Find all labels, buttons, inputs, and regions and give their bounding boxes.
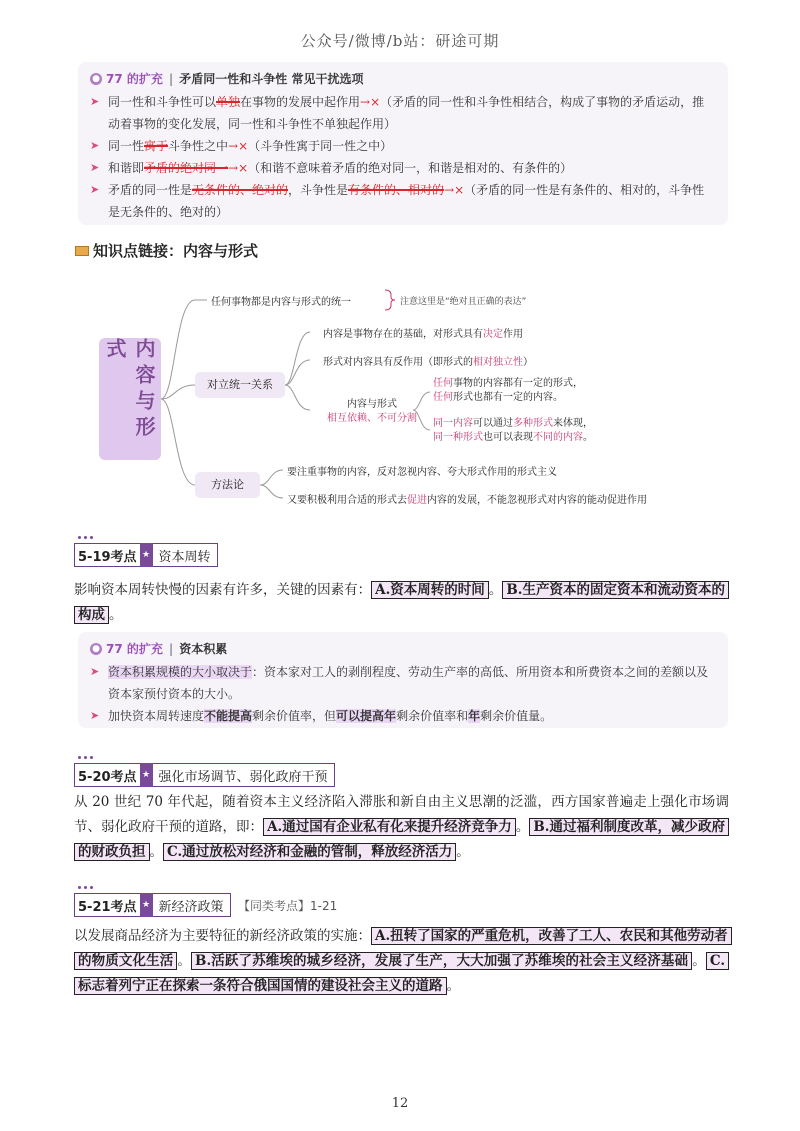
- mind-map-root: 内容与形式: [99, 338, 161, 460]
- book-icon: [75, 246, 89, 256]
- page-header: 公众号/微博/b站：研途可期: [300, 32, 500, 50]
- highlight-text: 任何: [433, 392, 453, 403]
- node-text: 事物的内容都有一定的形式，: [453, 378, 583, 389]
- highlight-text: 相互依赖、不可分割: [327, 413, 417, 424]
- bullet-arrow-icon: ➤: [90, 161, 100, 174]
- para-text: 。: [446, 978, 460, 994]
- expansion-box-capital: [78, 632, 728, 728]
- para-text: 。: [692, 953, 706, 969]
- mind-map-node: 要注重事物的内容，反对忽视内容、夸大形式作用的形式主义: [287, 467, 557, 478]
- para-text: 。: [149, 844, 163, 860]
- item-note: （和谐不意味着矛盾的绝对同一，和谐是相对的、有条件的）: [248, 161, 573, 175]
- item-note: （矛盾的同一性和斗争性相结合，构成了事物的矛盾运动，推动着事物的变化发展，同一性和斗争性不单独起作用）: [108, 95, 705, 131]
- struck-text: 单独: [216, 95, 241, 109]
- answer-option: B.通过福利制度改革，减少政府的财政负担: [74, 818, 729, 861]
- highlight-text: 多种形式: [513, 418, 553, 429]
- highlight-text: 可以提高年: [336, 709, 397, 723]
- bullet-arrow-icon: ➤: [90, 183, 100, 196]
- highlight-text: 促进: [407, 495, 427, 506]
- item-text: 同一性: [108, 139, 145, 153]
- mind-map-node: [327, 398, 417, 426]
- para-text: 。: [488, 582, 503, 598]
- expansion-title: 矛盾同一性和斗争性 常见干扰选项: [179, 72, 364, 86]
- star-icon: ★: [140, 763, 153, 787]
- mind-map-node: [323, 325, 523, 340]
- answer-option: A.通过国有企业私有化来提升经济竞争力: [263, 818, 516, 836]
- title-separator: |: [168, 641, 174, 656]
- kaodian-label-5-20: [74, 763, 335, 787]
- mind-map-node: [323, 353, 533, 368]
- item-text: 在事物的发展中起作用: [240, 95, 361, 109]
- list-item: [90, 179, 716, 223]
- same-type-note: 【同类考点】1-21: [238, 899, 338, 913]
- para-text: 从 20 世纪 70 年代起，随着资本主义经济陷入滞胀和新自由主义思潮的泛滥，西方国家普遍走上强化市场调节、弱化政府干预的道路，即：: [74, 794, 729, 835]
- expansion-title-row: [90, 640, 716, 657]
- para-text: 。: [109, 607, 123, 623]
- item-text: 和谐即: [108, 161, 145, 175]
- item-text: ：资本家对工人的剥削程度、劳动生产率的高低、所用资本和所费资本之间的差额以及资本家预付资本的大小。: [108, 665, 709, 701]
- list-item: [90, 705, 716, 727]
- paragraph-5-20: [74, 790, 729, 865]
- mind-map-leaf: [433, 417, 593, 445]
- struck-text: 矛盾的绝对同一: [144, 161, 229, 175]
- para-text: 。: [515, 819, 530, 835]
- wrong-mark: →×: [228, 139, 249, 153]
- kaodian-number: 5-20考点: [74, 763, 140, 787]
- star-icon: ★: [140, 893, 153, 917]
- item-text: 剩余价值量。: [480, 709, 553, 723]
- paragraph-5-19: [74, 578, 729, 628]
- item-text: 剩余价值率，但: [252, 709, 337, 723]
- connector-line: [161, 399, 195, 485]
- node-text: 形式也都有一定的内容。: [453, 392, 563, 403]
- highlight-text: 资本积累规模的大小取决于: [108, 665, 253, 679]
- expansion-box-contradiction: [78, 62, 728, 225]
- lightbulb-icon: ●: [90, 643, 102, 655]
- decor-dots: [78, 756, 93, 759]
- wrong-mark: →×: [444, 183, 465, 197]
- item-text: 剩余价值率和: [396, 709, 469, 723]
- answer-option: C.标志着列宁正在探索一条符合俄国国情的建设社会主义的道路: [74, 952, 729, 995]
- node-text: 。: [583, 432, 593, 443]
- mind-map-note: 注意这里是“绝对且正确的表达”: [400, 297, 527, 307]
- bullet-arrow-icon: ➤: [90, 139, 100, 152]
- node-text: 内容的发展，不能忽视形式对内容的能动促进作用: [427, 495, 647, 506]
- mind-map-leaf: [433, 377, 583, 405]
- bullet-arrow-icon: ➤: [90, 709, 100, 722]
- bullet-arrow-icon: ➤: [90, 665, 100, 678]
- item-text: 斗争性之中: [168, 139, 229, 153]
- answer-option: C.通过放松对经济和金融的管制，释放经济活力: [163, 843, 456, 861]
- para-text: 影响资本周转快慢的因素有许多，关键的因素有：: [74, 582, 372, 598]
- highlight-text: 不同的内容: [533, 432, 583, 443]
- answer-option: B.活跃了苏维埃的城乡经济，发展了生产，大大加强了苏维埃的社会主义经济基础: [191, 952, 692, 970]
- kaodian-label-5-19: [74, 543, 218, 567]
- node-text: 也可以表现: [483, 432, 533, 443]
- item-text: 矛盾的同一性是: [108, 183, 193, 197]
- expansion-title-row: [90, 70, 716, 87]
- item-note: （斗争性寓于同一性之中）: [248, 139, 393, 153]
- list-item: [90, 91, 716, 135]
- mind-map-branch: 对立统一关系: [195, 372, 285, 398]
- item-text: 同一性和斗争性可以: [108, 95, 217, 109]
- item-text: 加快资本周转速度: [108, 709, 205, 723]
- highlight-text: 任何: [433, 378, 453, 389]
- page-number: 12: [391, 1096, 409, 1111]
- connector-line: [285, 332, 310, 385]
- lightbulb-icon: ●: [90, 73, 102, 85]
- node-text: ）: [523, 357, 533, 368]
- expansion-title: 资本积累: [179, 642, 228, 656]
- highlight-text: 年: [468, 709, 481, 723]
- kaodian-label-5-21: [74, 893, 231, 917]
- item-note: （矛盾的同一性是有条件的、相对的，斗争性是无条件的、绝对的）: [108, 183, 705, 219]
- answer-option: A.扭转了国家的严重危机，改善了工人、农民和其他劳动者的物质文化生活: [74, 927, 732, 970]
- expansion-badge: 77 的扩充: [106, 72, 163, 86]
- struck-text: 有条件的、相对的: [348, 183, 445, 197]
- wrong-mark: →×: [360, 95, 381, 109]
- item-text: ，斗争性是: [288, 183, 349, 197]
- node-text: 可以通过: [473, 418, 513, 429]
- highlight-text: 不能提高: [204, 709, 253, 723]
- mind-map-node: 任何事物都是内容与形式的统一: [211, 297, 351, 308]
- answer-option: B.生产资本的固定资本和流动资本的构成: [74, 581, 729, 624]
- kaodian-number: 5-19考点: [74, 543, 140, 567]
- kaodian-name: 强化市场调节、弱化政府干预: [153, 763, 335, 787]
- mind-map-node: [287, 491, 647, 506]
- star-icon: ★: [140, 543, 153, 567]
- bullet-arrow-icon: ➤: [90, 95, 100, 108]
- kaodian-name: 资本周转: [153, 543, 218, 567]
- node-text: 内容与形式: [347, 399, 397, 410]
- para-text: 。: [177, 953, 192, 969]
- highlight-text: 决定: [483, 329, 503, 340]
- connector-line: [161, 385, 195, 399]
- expansion-badge: 77 的扩充: [106, 642, 163, 656]
- connector-line: [285, 385, 310, 410]
- connector-line: [260, 485, 283, 498]
- connector-line: [260, 470, 283, 485]
- para-text: 以发展商品经济为主要特征的新经济政策的实施：: [74, 928, 371, 944]
- decor-dots: [78, 886, 93, 889]
- wrong-mark: →×: [228, 161, 249, 175]
- title-separator: |: [168, 71, 174, 86]
- knowledge-link-text: 知识点链接：内容与形式: [93, 242, 259, 260]
- node-text: 又要积极利用合适的形式去: [287, 495, 407, 506]
- highlight-text: 同一内容: [433, 418, 473, 429]
- para-text: 。: [456, 844, 470, 860]
- brace-icon: [385, 290, 395, 310]
- paragraph-5-21: [74, 924, 729, 999]
- node-text: 作用: [503, 329, 523, 340]
- decor-dots: [78, 536, 93, 539]
- kaodian-number: 5-21考点: [74, 893, 140, 917]
- node-text: 内容是事物存在的基础，对形式具有: [323, 329, 483, 340]
- answer-option: A.资本周转的时间: [371, 581, 489, 599]
- node-text: 来体现，: [553, 418, 593, 429]
- mind-map: [95, 280, 695, 520]
- highlight-text: 同一种形式: [433, 432, 483, 443]
- mind-map-branch: 方法论: [195, 472, 260, 498]
- knowledge-link-title: [75, 240, 258, 261]
- list-item: [90, 157, 716, 179]
- highlight-text: 相对独立性: [473, 357, 523, 368]
- kaodian-name: 新经济政策: [153, 893, 231, 917]
- list-item: [90, 661, 716, 705]
- struck-text: 无条件的、绝对的: [192, 183, 289, 197]
- node-text: 形式对内容具有反作用（即形式的: [323, 357, 473, 368]
- list-item: [90, 135, 716, 157]
- struck-text: 寓于: [144, 139, 169, 153]
